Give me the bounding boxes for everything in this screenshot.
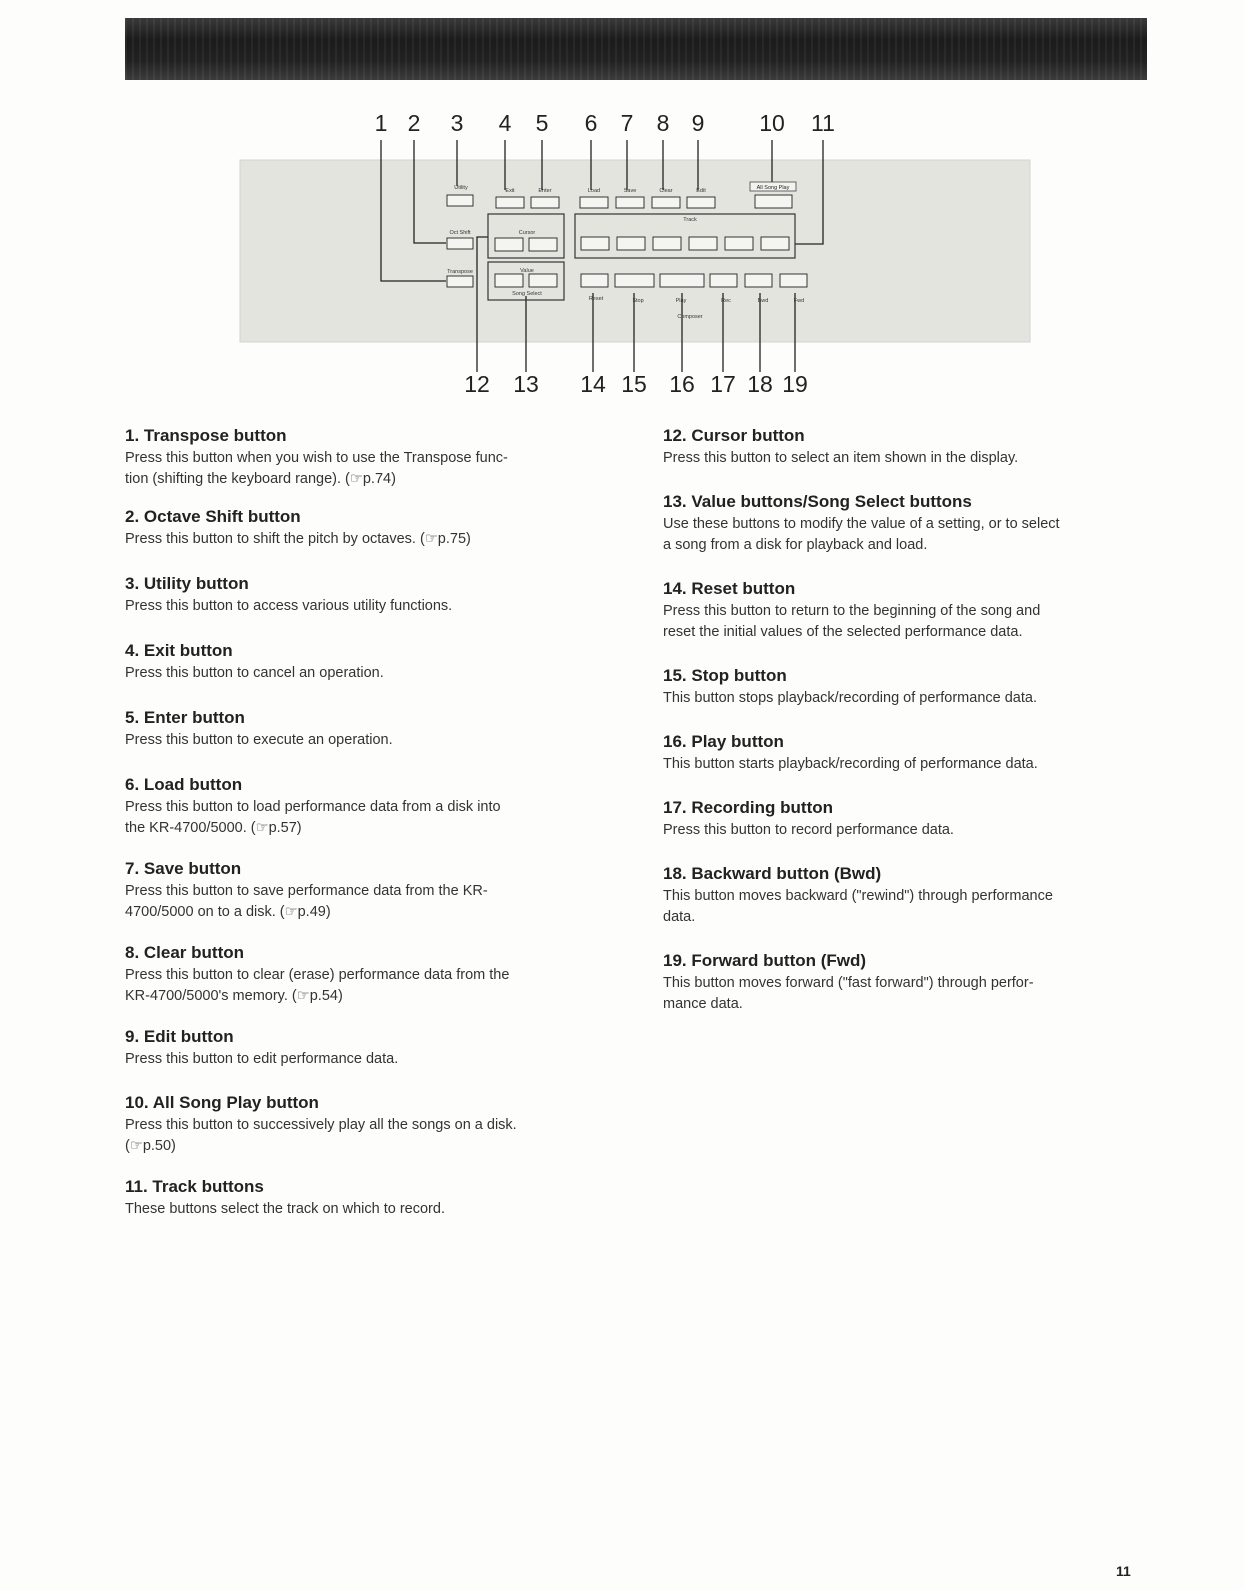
item-title: 4. Exit button xyxy=(125,641,233,660)
callout-10: 10 xyxy=(759,110,785,136)
bwd-button[interactable] xyxy=(745,274,772,287)
item-text xyxy=(663,514,1143,556)
label-track: Track xyxy=(683,217,697,223)
label-song-select: Song Select xyxy=(512,291,542,297)
save-button[interactable] xyxy=(616,197,644,208)
item-title: 16. Play button xyxy=(663,732,784,751)
item-title: 12. Cursor button xyxy=(663,426,805,445)
callout-8: 8 xyxy=(656,110,670,136)
page-number: 11 xyxy=(1116,1563,1131,1579)
item-title: 6. Load button xyxy=(125,775,243,794)
callout-12: 12 xyxy=(464,371,490,397)
item-line: KR-4700/5000's memory. (☞p.54) xyxy=(125,988,343,1004)
item-text: This button starts playback/recording of performance data. xyxy=(663,756,1038,772)
item-7-save xyxy=(125,858,605,923)
top-callouts xyxy=(375,110,835,136)
item-text xyxy=(125,797,605,839)
item-text xyxy=(125,881,605,923)
callout-7: 7 xyxy=(620,110,634,136)
stop-button[interactable] xyxy=(615,274,654,287)
item-title: 15. Stop button xyxy=(663,666,787,685)
callout-3: 3 xyxy=(450,110,464,136)
rec-button[interactable] xyxy=(710,274,737,287)
item-text: Press this button to shift the pitch by octaves. (☞p.75) xyxy=(125,531,471,547)
item-6-load xyxy=(125,774,605,839)
item-text: This button stops playback/recording of performance data. xyxy=(663,690,1037,706)
item-text: Press this button to cancel an operation. xyxy=(125,665,384,681)
item-line: This button moves forward ("fast forward") through perfor- xyxy=(663,975,1034,991)
right-column xyxy=(663,425,1143,1015)
item-4-exit xyxy=(125,640,605,684)
label-rec: Rec xyxy=(721,298,731,304)
callout-9: 9 xyxy=(691,110,705,136)
label-edit: Edit xyxy=(696,188,706,194)
item-line: mance data. xyxy=(663,996,743,1012)
item-text: Press this button to execute an operation. xyxy=(125,732,393,748)
track-button-4[interactable] xyxy=(689,237,717,250)
all-song-play-button[interactable] xyxy=(755,195,792,208)
item-line: reset the initial values of the selected performance data. xyxy=(663,624,1023,640)
label-utility: Utility xyxy=(454,185,468,191)
item-title: 18. Backward button (Bwd) xyxy=(663,864,882,883)
item-title: 9. Edit button xyxy=(125,1027,234,1046)
label-clear: Clear xyxy=(659,188,673,194)
item-title: 17. Recording button xyxy=(663,798,833,817)
label-composer: Composer xyxy=(677,314,703,320)
item-line: Press this button to return to the beginning of the song and xyxy=(663,603,1041,619)
callout-13: 13 xyxy=(513,371,539,397)
item-line: data. xyxy=(663,909,696,925)
item-9-edit xyxy=(125,1026,605,1070)
load-button[interactable] xyxy=(580,197,608,208)
bottom-callouts xyxy=(464,371,808,397)
callout-19: 19 xyxy=(782,371,808,397)
item-text: Press this button to record performance data. xyxy=(663,822,954,838)
edit-button[interactable] xyxy=(687,197,715,208)
item-text xyxy=(663,973,1143,1015)
clear-button[interactable] xyxy=(652,197,680,208)
item-17-recording xyxy=(663,797,1143,841)
item-line: Press this button to load performance data from a disk into xyxy=(125,799,501,815)
label-stop: Stop xyxy=(632,298,644,304)
item-title: 10. All Song Play button xyxy=(125,1093,319,1112)
callout-2: 2 xyxy=(407,110,421,136)
item-text: Press this button to select an item shown in the display. xyxy=(663,450,1019,466)
item-3-utility xyxy=(125,573,605,617)
item-title: 2. Octave Shift button xyxy=(125,507,301,526)
item-line: Press this button when you wish to use the Transpose func- xyxy=(125,450,508,466)
callout-18: 18 xyxy=(747,371,773,397)
item-line: tion (shifting the keyboard range). (☞p.74) xyxy=(125,471,396,487)
item-title: 11. Track buttons xyxy=(125,1177,264,1196)
item-15-stop xyxy=(663,665,1143,709)
item-line: 4700/5000 on to a disk. (☞p.49) xyxy=(125,904,331,920)
item-title: 7. Save button xyxy=(125,859,242,878)
item-13-value xyxy=(663,491,1143,556)
label-transpose: Transpose xyxy=(447,269,473,275)
item-text xyxy=(663,886,1143,928)
item-line: the KR-4700/5000. (☞p.57) xyxy=(125,820,302,836)
track-button-2[interactable] xyxy=(617,237,645,250)
item-text: Press this button to edit performance data. xyxy=(125,1051,399,1067)
octave-shift-button[interactable] xyxy=(447,238,473,249)
label-cursor: Cursor xyxy=(518,230,536,236)
enter-button[interactable] xyxy=(531,197,559,208)
track-button-5[interactable] xyxy=(725,237,753,250)
label-all-song-play: All Song Play xyxy=(756,185,790,191)
fwd-button[interactable] xyxy=(780,274,807,287)
callout-5: 5 xyxy=(535,110,549,136)
reset-button[interactable] xyxy=(581,274,608,287)
item-14-reset xyxy=(663,578,1143,643)
value-down-button[interactable] xyxy=(495,274,523,287)
track-button-1[interactable] xyxy=(581,237,609,250)
label-play: Play xyxy=(675,298,687,304)
left-column xyxy=(125,425,605,1220)
label-enter: Enter xyxy=(538,188,552,194)
item-line: Press this button to save performance data from the KR- xyxy=(125,883,488,899)
item-2-octave-shift xyxy=(125,506,605,550)
item-text xyxy=(125,1115,605,1157)
item-title: 8. Clear button xyxy=(125,943,245,962)
label-exit: Exit xyxy=(505,188,515,194)
item-8-clear xyxy=(125,942,605,1007)
play-button[interactable] xyxy=(660,274,704,287)
item-text xyxy=(663,601,1143,643)
item-line: a song from a disk for playback and load. xyxy=(663,537,928,553)
label-reset: Reset xyxy=(588,296,604,302)
callout-17: 17 xyxy=(710,371,736,397)
item-text: Press this button to access various utility functions. xyxy=(125,598,453,614)
label-load: Load xyxy=(587,188,601,194)
item-title: 3. Utility button xyxy=(125,574,249,593)
track-button-6[interactable] xyxy=(761,237,789,250)
callout-14: 14 xyxy=(580,371,606,397)
callout-6: 6 xyxy=(584,110,598,136)
item-text xyxy=(125,965,605,1007)
item-12-cursor xyxy=(663,425,1143,469)
panel-diagram xyxy=(0,0,1244,420)
cursor-left-button[interactable] xyxy=(495,238,523,251)
item-title: 19. Forward button (Fwd) xyxy=(663,951,867,970)
item-title: 5. Enter button xyxy=(125,708,245,727)
item-5-enter xyxy=(125,707,605,751)
item-text xyxy=(125,448,605,490)
cursor-right-button[interactable] xyxy=(529,238,557,251)
label-fwd: Fwd xyxy=(793,298,805,304)
callout-15: 15 xyxy=(621,371,647,397)
item-16-play xyxy=(663,731,1143,775)
item-title: 14. Reset button xyxy=(663,579,796,598)
callout-4: 4 xyxy=(498,110,512,136)
exit-button[interactable] xyxy=(496,197,524,208)
utility-button[interactable] xyxy=(447,195,473,206)
item-1-transpose xyxy=(125,425,605,490)
item-10-all-song-play xyxy=(125,1092,605,1157)
track-button-3[interactable] xyxy=(653,237,681,250)
callout-11: 11 xyxy=(811,110,835,136)
item-line: Press this button to clear (erase) performance data from the xyxy=(125,967,510,983)
item-line: Use these buttons to modify the value of a setting, or to select xyxy=(663,516,1060,532)
label-bwd: Bwd xyxy=(757,298,769,304)
item-19-forward xyxy=(663,950,1143,1015)
label-save: Save xyxy=(623,188,637,194)
label-oct-shift: Oct Shift xyxy=(449,230,471,236)
item-line: Press this button to successively play all the songs on a disk. xyxy=(125,1117,517,1133)
item-text: These buttons select the track on which to record. xyxy=(125,1201,445,1217)
item-title: 13. Value buttons/Song Select buttons xyxy=(663,492,972,511)
item-line: (☞p.50) xyxy=(125,1138,176,1154)
transpose-button[interactable] xyxy=(447,276,473,287)
value-up-button[interactable] xyxy=(529,274,557,287)
item-11-track xyxy=(125,1176,605,1220)
item-18-backward xyxy=(663,863,1143,928)
label-value: Value xyxy=(520,268,534,274)
item-title: 1. Transpose button xyxy=(125,426,287,445)
item-line: This button moves backward ("rewind") through performance xyxy=(663,888,1053,904)
callout-16: 16 xyxy=(669,371,695,397)
callout-1: 1 xyxy=(374,110,388,136)
